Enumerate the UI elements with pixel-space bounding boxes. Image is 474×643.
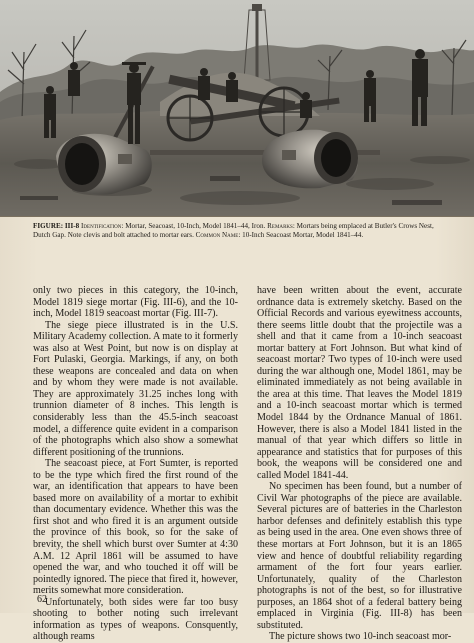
- paragraph: The siege piece illustrated is in the U.S. Military Academy collection. A mate to it formerly was also at West Point, but now is on display at Fort Pulaski, Georgia. Markings, if any, on both these weapons are concealed and data on when and by whom they were made is not available. They are approximately 31.25 inches long with trunnion diameter of 8 inches. This length is considerably less than the 45.5-inch seacoast model, a difference quite evident in a comparison of the photographs which also show a somewhat different positioning of the trunnions.: [33, 319, 238, 458]
- right-mortar: [262, 130, 358, 189]
- figure-caption: [33, 222, 451, 241]
- historical-photograph: [0, 0, 474, 217]
- remarks-text: Mortars being emplaced at Butler's Crows Nest, Dutch Gap. Note clevis and bolt attached to mortar ears.: [33, 222, 434, 240]
- paragraph: only two pieces in this category, the 10-inch, Model 1819 siege mortar (Fig. III-6), and the 10-inch, Model 1819 seacoast mortar (Fig. III-7).: [33, 285, 238, 320]
- paragraph: Unfortunately, both sides were far too busy shooting to bother noting such irrelevant information as types of weapons. Consquently, although reams: [33, 596, 238, 643]
- common-name-text: 10-Inch Seacoast Mortar, Model 1841–44.: [242, 231, 364, 240]
- identification-text: Mortar, Seacoast, 10-Inch, Model 1841–44, Iron.: [125, 222, 266, 230]
- left-text-column: [33, 285, 238, 643]
- paragraph: No specimen has been found, but a number of Civil War photographs of the piece are available. Several pictures are of batteries in the Charleston harbor defenses and definitely establish this type as being used in the area. One even shows three of these mortars at Fort Johnson, but it is an 1865 view and hence of doubtful reliability regarding armament of the fort four years earlier. Unfortunately, quality of the Charleston photographs is not of the best, so for illustrative purposes, an 1864 shot of a federal battery being emplaced in Virginia (Fig. III-8) has been substituted.: [257, 481, 462, 631]
- right-text-column: [257, 285, 462, 643]
- figure-label: FIGURE: III-8: [33, 222, 80, 230]
- paragraph: have been written about the event, accurate ordnance data is extremely sketchy. Based on the Official Records and various eyewitness accounts, there seems little doubt that the projectile was a shell and that it came from a 10-inch seacoast mortar battery at Fort Johnson. But what kind of seacoast mortar? Two types of 10-inch were used during the war although one, Model 1861, may be eliminated immediately as not being available in the area at this time. That leaves the Model 1819 and a 10-inch seacoast mortar which is termed Model 1844 by the Ordnance Manual of 1861. However, there is also a Model 1841 listed in the manual of that year which differs so little in appearance and statistics that for purposes of this book, the weapons will be considered one and called Model 1841-44.: [257, 285, 462, 481]
- identification-label: Identification:: [80, 222, 124, 230]
- paragraph: The picture shows two 10-inch seacoast mor-: [269, 631, 452, 643]
- paragraph: The seacoast piece, at Fort Sumter, is reported to be the type which fired the first round of the war, an identification that appears to have been based more on availability of a mortar to exhibit than documentary evidence. Whether this was the first shot and who fired it is an argument outside the province of this book, so for the sake of brevity, the shell which burst over Sumter at 4:30 A.M. 12 April 1861 will be assumed to have opened the war, and who touched it off will be pointedly ignored. The piece that fired it, however, merits somewhat more consideration.: [33, 458, 238, 597]
- remarks-label: Remarks:: [267, 222, 295, 230]
- common-name-label: Common Name:: [195, 231, 241, 240]
- page-number: 62: [37, 594, 47, 605]
